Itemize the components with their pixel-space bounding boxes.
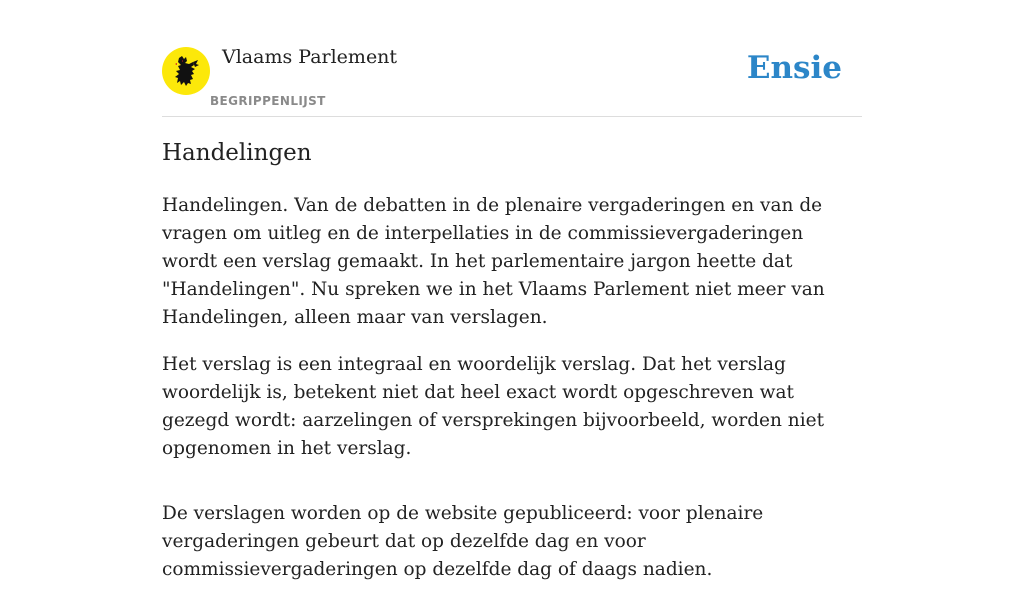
source-name[interactable]: Vlaams Parlement <box>222 46 398 68</box>
source-logo[interactable] <box>162 47 210 95</box>
page-title: Handelingen <box>162 140 312 166</box>
brand-logo[interactable]: Ensie <box>746 50 842 86</box>
paragraph: Handelingen. Van de debatten in de plenaire vergaderingen en van de vragen om uitleg en de interpellaties in de commissievergaderingen wordt een verslag gemaakt. In het parlementaire jargon heette dat "Handelingen". Nu spreken we in het Vlaams Parlement niet meer van Handelingen, alleen maar van verslagen. <box>162 195 825 328</box>
paragraph: Het verslag is een integraal en woordelijk verslag. Dat het verslag woordelijk is, betekent niet dat heel exact wordt opgeschreven wat gezegd wordt: aarzelingen of versprekingen bijvoorbeeld, worden niet opgenomen in het verslag. <box>162 354 824 459</box>
header <box>162 0 862 117</box>
content-column <box>162 0 862 580</box>
paragraph: De verslagen worden op de website gepubliceerd: voor plenaire vergaderingen gebeurt dat op dezelfde dag en voor commissievergaderingen op dezelfde dag of daags nadien. <box>162 503 764 580</box>
flemish-lion-icon <box>171 55 201 87</box>
section-label[interactable]: BEGRIPPENLIJST <box>210 94 326 108</box>
article-body <box>162 192 862 603</box>
